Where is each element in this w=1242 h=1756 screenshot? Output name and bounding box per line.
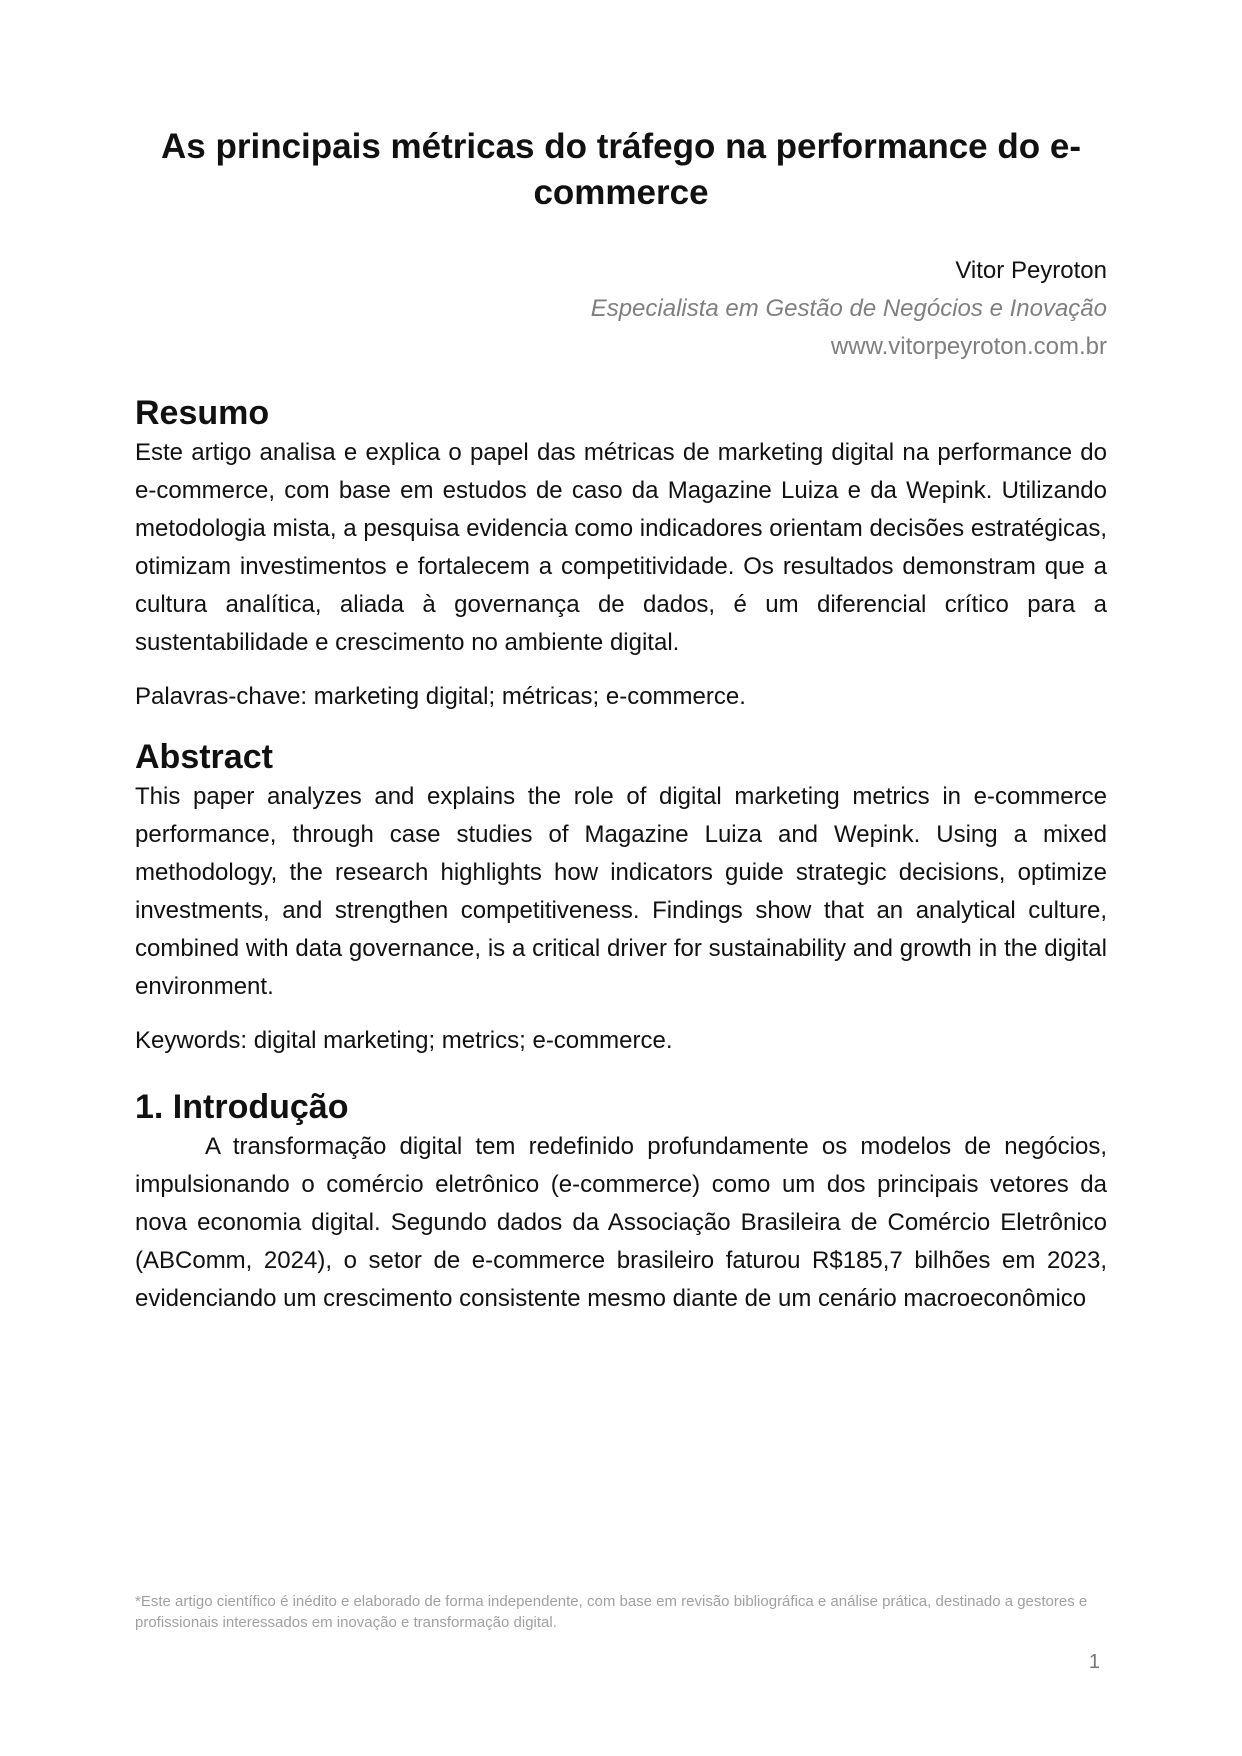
author-name: Vitor Peyroton	[955, 257, 1107, 284]
resumo-heading: Resumo	[135, 394, 270, 432]
palavras-chave-line: Palavras-chave: marketing digital; métricas; e-commerce.	[135, 683, 746, 710]
introduction-heading: 1. Introdução	[135, 1088, 349, 1126]
document-page	[135, 0, 1107, 1318]
author-website: www.vitorpeyroton.com.br	[830, 333, 1107, 360]
abstract-paragraph: This paper analyzes and explains the role of digital marketing metrics in e-commerce performance, through case studies of Magazine Luiza and Wepink. Using a mixed methodology, the research highlights how indicators guide strategic decisions, optimize investments, and strengthen competitiveness. Findings show that an analytical culture, combined with data governance, is a critical driver for sustainability and growth in the digital environment.	[135, 783, 1107, 1000]
page-number: 1	[1088, 1651, 1100, 1673]
byline	[135, 252, 1107, 366]
author-role: Especialista em Gestão de Negócios e Inovação	[590, 295, 1107, 322]
footnote-text: *Este artigo científico é inédito e elaborado de forma independente, com base em revisão bibliográfica e análise prática, destinado a gestores e profissionais interessados em inovação e transformação digital.	[135, 1593, 1088, 1631]
resumo-paragraph: Este artigo analisa e explica o papel das métricas de marketing digital na performance do e-commerce, com base em estudos de caso da Magazine Luiza e da Wepink. Utilizando metodologia mista, a pesquisa evidencia como indicadores orientam decisões estratégicas, otimizam investimentos e fortalecem a competitividade. Os resultados demonstram que a cultura analítica, aliada à governança de dados, é um diferencial crítico para a sustentabilidade e crescimento no ambiente digital.	[135, 439, 1107, 656]
keywords-line: Keywords: digital marketing; metrics; e-commerce.	[135, 1027, 673, 1054]
introduction-paragraph: A transformação digital tem redefinido profundamente os modelos de negócios, impulsionando o comércio eletrônico (e-commerce) como um dos principais vetores da nova economia digital. Segundo dados da Associação Brasileira de Comércio Eletrônico (ABComm, 2024), o setor de e-commerce brasileiro faturou R$185,7 bilhões em 2023, evidenciando um crescimento consistente mesmo diante de um cenário macroeconômico	[135, 1133, 1107, 1312]
paper-title: As principais métricas do tráfego na performance do e-commerce	[161, 127, 1081, 212]
abstract-heading: Abstract	[135, 738, 273, 776]
